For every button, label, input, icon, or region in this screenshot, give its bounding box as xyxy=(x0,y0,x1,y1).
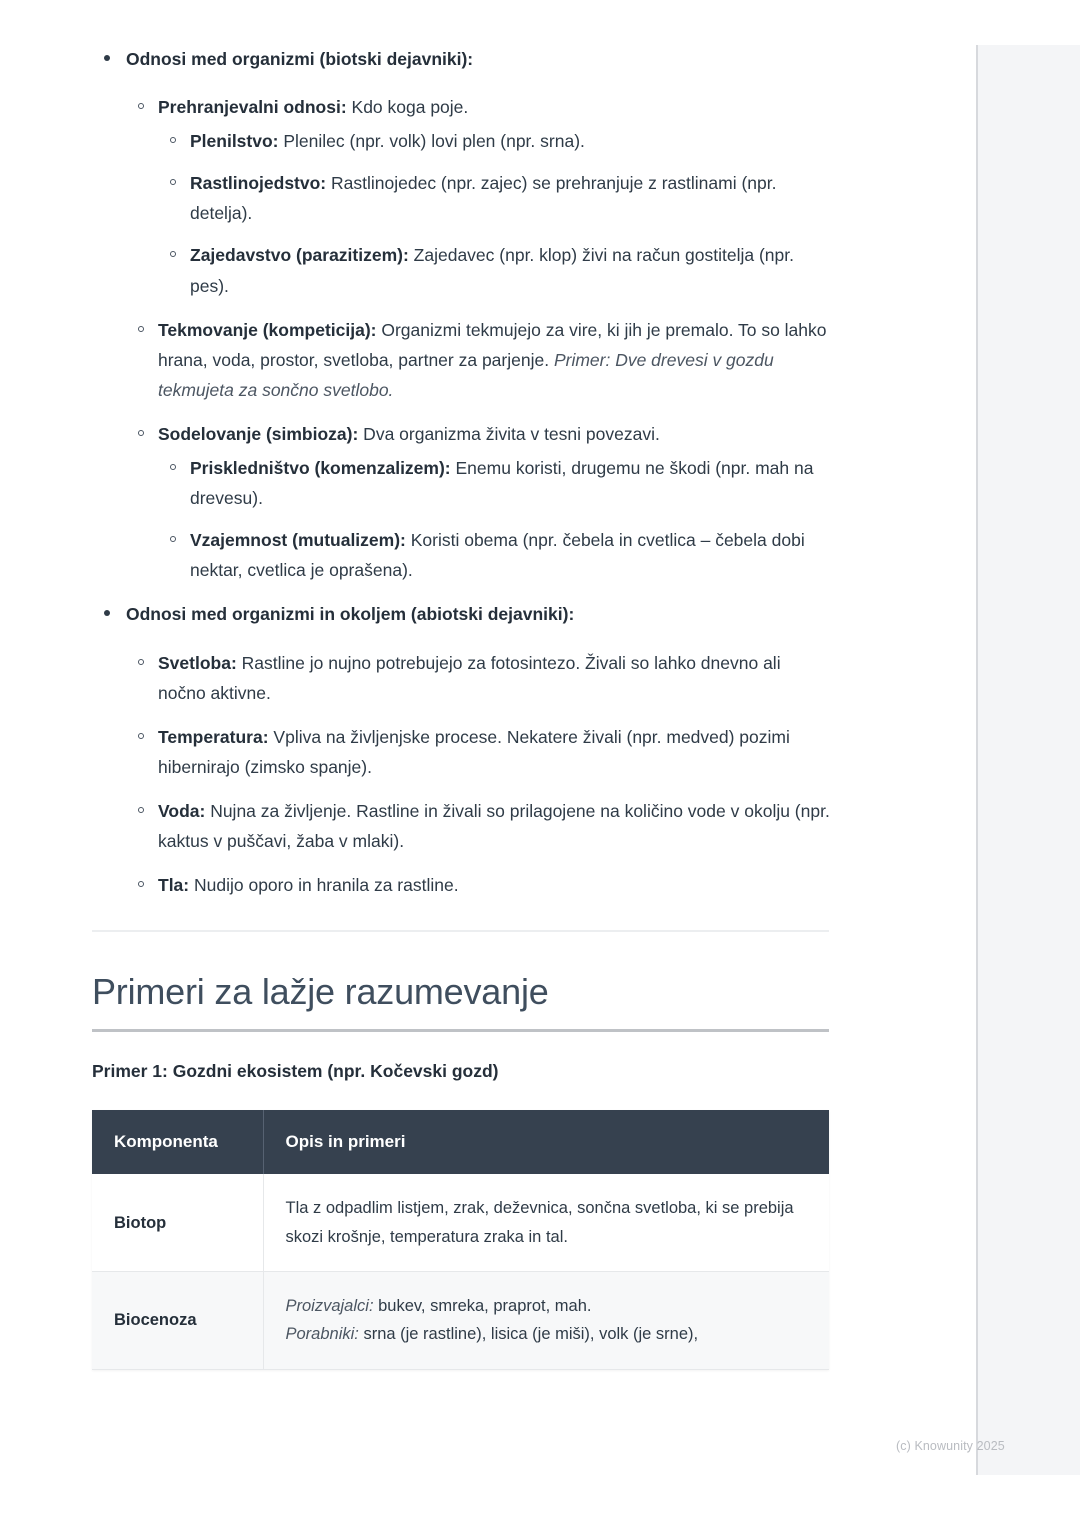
term-label: Priskledništvo (komenzalizem): xyxy=(190,458,451,479)
term-text: Kdo koga poje. xyxy=(346,97,469,118)
cell-line xyxy=(286,1292,808,1320)
term-text: Nudijo oporo in hranila za rastline. xyxy=(189,875,459,896)
symbiosis-sublist xyxy=(158,453,832,585)
section-divider xyxy=(92,930,829,932)
biotic-sublist xyxy=(126,92,832,585)
title-underline xyxy=(92,1029,829,1032)
term-label: Tla: xyxy=(158,875,190,896)
table-row xyxy=(92,1174,829,1271)
term-text: Koristi obema (npr. čebela in cvetlica – čebela dobi nektar, cvetlica je oprašena). xyxy=(190,530,805,581)
term-label: Vzajemnost (mutualizem): xyxy=(190,530,406,551)
cell-label: Porabniki: xyxy=(285,1325,359,1344)
term-label: Plenilstvo: xyxy=(190,131,279,152)
term-label: Voda: xyxy=(158,800,206,821)
term-label: Zajedavstvo (parazitizem): xyxy=(190,245,409,266)
page-title: Primeri za lažje razumevanje xyxy=(92,971,549,1013)
abiotic-heading-label: Odnosi med organizmi in okoljem (abiotski dejavniki): xyxy=(126,604,575,625)
list-item xyxy=(126,419,832,585)
abiotic-sublist xyxy=(126,648,832,901)
term-label: Sodelovanje (simbioza): xyxy=(158,423,359,444)
term-text: Nujna za življenje. Rastline in živali so prilagojene na količino vode v okolju (npr. kaktus v puščavi, žaba v mlaki). xyxy=(158,800,830,851)
list-item-abiotic-heading xyxy=(92,599,832,900)
list-item xyxy=(158,168,832,228)
watermark-label: (c) Knowunity 2025 xyxy=(896,1439,1005,1453)
term-text: Rastline jo nujno potrebujejo za fotosintezo. Živali so lahko dnevno ali nočno aktivne. xyxy=(158,652,781,703)
example-subtitle: Primer 1: Gozdni ekosistem (npr. Kočevski gozd) xyxy=(92,1061,499,1082)
term-example: Primer: Dve drevesi v gozdu tekmujeta za sončno svetlobo. xyxy=(158,349,774,400)
list-item xyxy=(158,453,832,513)
term-text: Dva organizma živita v tesni povezavi. xyxy=(358,423,660,444)
cell-text: bukev, smreka, praprot, mah. xyxy=(373,1297,592,1316)
list-item-biotic-heading xyxy=(92,44,832,585)
table-body xyxy=(92,1174,829,1369)
term-label: Tekmovanje (kompeticija): xyxy=(158,319,377,340)
list-item xyxy=(126,92,832,301)
biotic-heading-label: Odnosi med organizmi (biotski dejavniki): xyxy=(126,49,474,69)
cell-label: Proizvajalci: xyxy=(285,1297,374,1316)
list-item xyxy=(126,870,832,900)
term-label: Rastlinojedstvo: xyxy=(190,173,327,194)
cell-component: Biotop xyxy=(92,1174,263,1271)
cell-description xyxy=(263,1272,829,1370)
term-text: Rastlinojedec (npr. zajec) se prehranjuje z rastlinami (npr. detelja). xyxy=(190,173,777,224)
cell-component: Biocenoza xyxy=(92,1272,263,1370)
list-item xyxy=(126,648,832,708)
cell-line xyxy=(286,1320,808,1348)
list-item xyxy=(126,722,832,782)
column-header-component: Komponenta xyxy=(92,1110,263,1174)
table-head xyxy=(92,1110,829,1174)
cell-description xyxy=(263,1174,829,1271)
list-item xyxy=(158,126,832,156)
term-text: Enemu koristi, drugemu ne škodi (npr. mah na drevesu). xyxy=(190,458,814,509)
term-label: Prehranjevalni odnosi: xyxy=(158,97,347,118)
list-item xyxy=(158,525,832,585)
table-row xyxy=(92,1272,829,1370)
list-item xyxy=(158,240,832,300)
cell-text: srna (je rastline), lisica (je miši), volk (je srne), xyxy=(358,1325,699,1344)
table-header-row xyxy=(92,1110,829,1174)
feeding-relations-sublist xyxy=(158,126,832,300)
term-label: Temperatura: xyxy=(158,726,269,747)
term-label: Svetloba: xyxy=(158,652,237,673)
term-text: Organizmi tekmujejo za vire, ki jih je premalo. To so lahko hrana, voda, prostor, svetloba, partner za parjenje. xyxy=(158,319,827,370)
list-item xyxy=(126,796,832,856)
outline-list-biotic xyxy=(92,44,832,900)
cell-text: Tla z odpadlim listjem, zrak, deževnica, sončna svetloba, ki se prebija skozi krošnje, temperatura zraka in tal. xyxy=(285,1199,794,1246)
column-header-description: Opis in primeri xyxy=(263,1110,829,1174)
list-item xyxy=(126,315,832,405)
term-text: Vpliva na življenjske procese. Nekatere živali (npr. medved) pozimi hibernirajo (zimsko spanje). xyxy=(158,726,790,777)
ecosystem-table xyxy=(92,1110,829,1370)
term-text: Plenilec (npr. volk) lovi plen (npr. srna). xyxy=(278,131,585,152)
document-content xyxy=(92,44,832,1370)
page-side-panel xyxy=(976,45,1080,1475)
term-text: Zajedavec (npr. klop) živi na račun gostitelja (npr. pes). xyxy=(190,245,795,296)
